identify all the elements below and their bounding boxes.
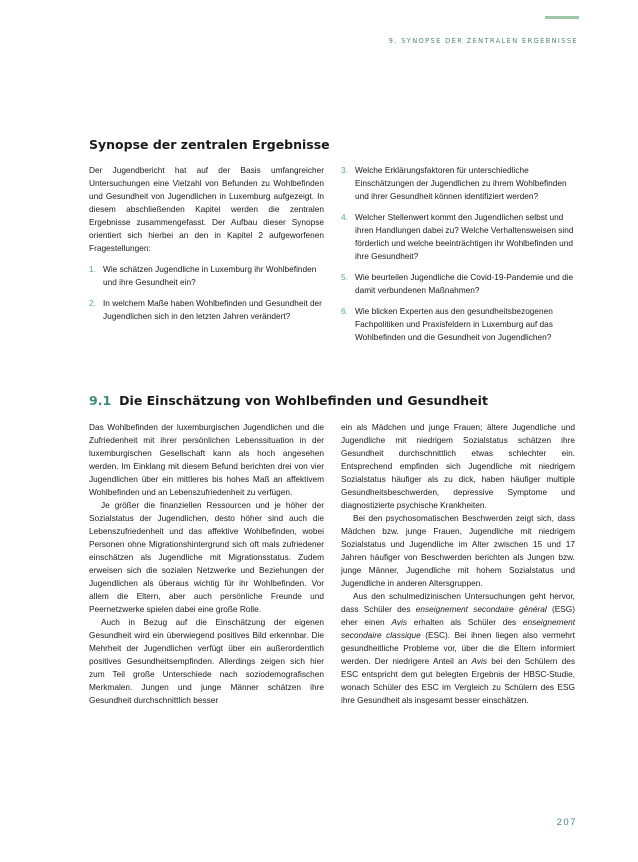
body-paragraph: Je größer die finanziellen Ressourcen und je höher der Sozialstatus der Jugendlichen, desto höher sind auch die Lebenszufriedenheit und das affektive Wohlbefinden, wobei Personen ohne Migrationshintergrund sich oft mals zufriedener einschätzen als Jugendliche mit Migrationsstatus. Zudem erweisen sich die sozialen Netzwerke und Beziehungen der Jugendlichen als überaus wichtig für ihr Wohlbefinden. Vor allem die Eltern, aber auch persönliche Freunde und Peernetzwerke spielen dabei eine große Rolle. [89,500,324,614]
synopsis-intro: Der Jugendbericht hat auf der Basis umfangreicher Untersuchungen eine Vielzahl von Befunden zu Wohlbefinden und Gesundheit von Jugendlichen in Luxemburg aufgezeigt. In diesem abschließenden Kapitel werden die zentralen Ergebnisse zusammengefasst. Der Aufbau dieser Synopse orientiert sich hierbei an den in Kapitel 2 aufgeworfenen Fragestellungen: [89,165,324,253]
italic-term: Avis [471,656,488,666]
paragraph-text: (ESC). Bei ihnen liegen also vermehrt gesundheitliche Probleme vor, über die die Eltern informiert werden. Der niedrigere Anteil an [341,630,575,666]
header-rule [545,16,579,19]
question-number: 3. [341,165,348,175]
page-number: 207 [556,817,577,828]
question-text: Wie blicken Experten aus den gesundheitsbezogenen Fachpolitiken und Praxisfeldern in Luxemburg auf das Wohlbefinden und die Gesundheit von Jugendlichen? [355,306,553,342]
question-item [89,297,324,323]
body-paragraph: Bei den psychosomatischen Beschwerden zeigt sich, dass Mädchen bzw. junge Frauen, Jugendliche mit niedrigem Sozialstatus und Jugendliche im Alter zwischen 15 und 17 Jahren häufiger von Beschwerden berichten als Jungen bzw. junge Männer, Jugendliche mit hohem Sozialstatus und Jugendliche in anderen Altersgruppen. [341,513,575,588]
question-text: Wie schätzen Jugendliche in Luxemburg ihr Wohlbefinden und ihre Gesundheit ein? [103,264,317,287]
body-paragraph: Auch in Bezug auf die Einschätzung der eigenen Gesundheit wird ein überwiegend positives Bild erkennbar. Die Mehrheit der Jugendlichen verfügt über ein außerordentlich positives Gesundheitsempfinden. Allerdings zeigen sich hier zum Teil große Unterschiede nach soziodemografischen Merkmalen. Jungen und junge Männer schätzen ihre Gesundheit durchschnittlich besser [89,617,324,705]
italic-term: Avis [391,617,407,627]
body-paragraph [341,590,575,707]
synopsis-left-column [89,164,324,323]
paragraph-text: (ESG) eher einen [341,604,576,627]
italic-term: enseignement secondaire général [415,604,547,614]
question-number: 6. [341,306,348,316]
body-left-column [89,421,324,707]
question-number: 2. [89,298,96,308]
question-item [89,263,324,289]
question-number: 1. [89,264,96,274]
body-paragraph: ein als Mädchen und junge Frauen; ältere Jugendliche und Jugendliche mit niedrigem Sozialstatus schätzen ihre Gesundheit durchschnittlich etwas schlechter ein. Entsprechend empfinden sich Jugendliche mit niedrigem Sozialstatus häufiger als zu dick, haben häufiger multiple Gesundheitsbeschwerden, depressive Symptome und diagnostizierte psychische Krankheiten. [341,422,575,510]
question-text: Wie beurteilen Jugendliche die Covid-19-Pandemie und die damit verbundenen Maßnahmen? [355,272,574,295]
body-right-column [341,421,575,707]
synopsis-right-column [341,164,575,344]
question-list-left [89,263,324,323]
paragraph-text: Aus den schulmedizinischen Untersuchungen geht hervor, dass Schüler des [341,591,575,614]
body-paragraph: Das Wohlbefinden der luxemburgischen Jugendlichen und die Zufriedenheit mit ihrer persönlichen Lebenssituation in der luxemburgischen Gesellschaft kann als hoch angesehen werden. Im Einklang mit diesem Befund berichten drei von vier Jugendlichen über ein mittleres bis hohes Maß an affektivem Wohlbefinden und an Lebenszufriedenheit zu verfügen. [89,422,324,497]
question-item [341,271,575,297]
synopsis-title: Synopse der zentralen Ergebnisse [89,137,330,152]
section-heading [89,393,488,408]
question-item [341,305,575,344]
paragraph-text: erhalten als Schüler des [406,617,523,627]
question-text: Welche Erklärungsfaktoren für unterschiedliche Einschätzungen der Jugendlichen zu ihrem Wohlbefinden und ihrer Gesundheit können identifiziert werden? [355,165,567,201]
question-text: Welcher Stellenwert kommt den Jugendlichen selbst und ihren Handlungen dabei zu? Welche Verhaltensweisen sind förderlich und welche beeinträchtigen ihr Wohlbefinden und ihre Gesundheit? [355,212,574,261]
question-list-right [341,164,575,344]
question-item [341,164,575,203]
italic-term: enseignement secondaire classique [341,617,575,640]
question-item [341,211,575,263]
question-number: 5. [341,272,348,282]
section-title: Die Einschätzung von Wohlbefinden und Gesundheit [119,393,488,408]
question-number: 4. [341,212,348,222]
running-head: 9. SYNOPSE DER ZENTRALEN ERGEBNISSE [388,37,578,45]
paragraph-text: bei den Schülern des ESC entspricht dem gut belegten Ergebnis der HBSC-Studie, wonach Schüler des ESC im Vergleich zu Schülern des ESG ihre Gesundheit als insgesamt besser einschätzen. [341,656,575,705]
section-number: 9.1 [89,393,112,408]
question-text: In welchem Maße haben Wohlbefinden und Gesundheit der Jugendlichen sich in den letzten Jahren verändert? [103,298,322,321]
